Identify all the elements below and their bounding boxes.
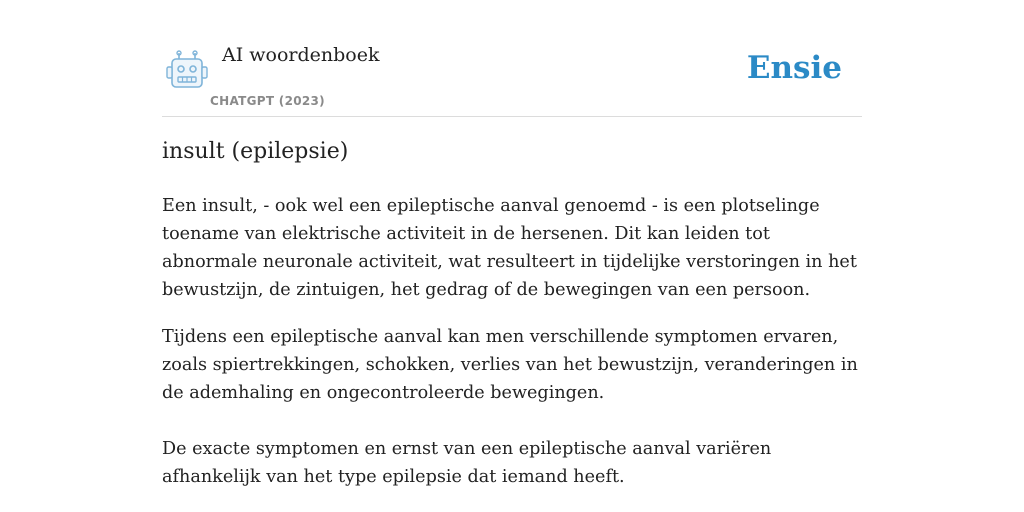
definition-paragraph: De exacte symptomen en ernst van een epileptische aanval variëren afhankelijk van het type epilepsie dat iemand heeft. — [162, 439, 772, 487]
entry-term: insult (epilepsie) — [162, 139, 349, 164]
dictionary-header — [162, 0, 862, 117]
definition-paragraph: Tijdens een epileptische aanval kan men verschillende symptomen ervaren, zoals spiertrekkingen, schokken, verlies van het bewustzijn, veranderingen in de ademhaling en ongecontroleerde bewegingen. — [162, 327, 858, 403]
entry-definition — [162, 192, 862, 491]
dictionary-title[interactable]: AI woordenboek — [222, 44, 380, 66]
source-label: CHATGPT (2023) — [210, 94, 325, 108]
brand-logo[interactable]: Ensie — [746, 50, 842, 86]
definition-paragraph: Een insult, - ook wel een epileptische aanval genoemd - is een plotselinge toename van elektrische activiteit in de hersenen. Dit kan leiden tot abnormale neuronale activiteit, wat resulteert in tijdelijke verstoringen in het bewustzijn, de zintuigen, het gedrag of de bewegingen van een persoon. — [162, 196, 857, 300]
robot-icon — [166, 50, 208, 90]
